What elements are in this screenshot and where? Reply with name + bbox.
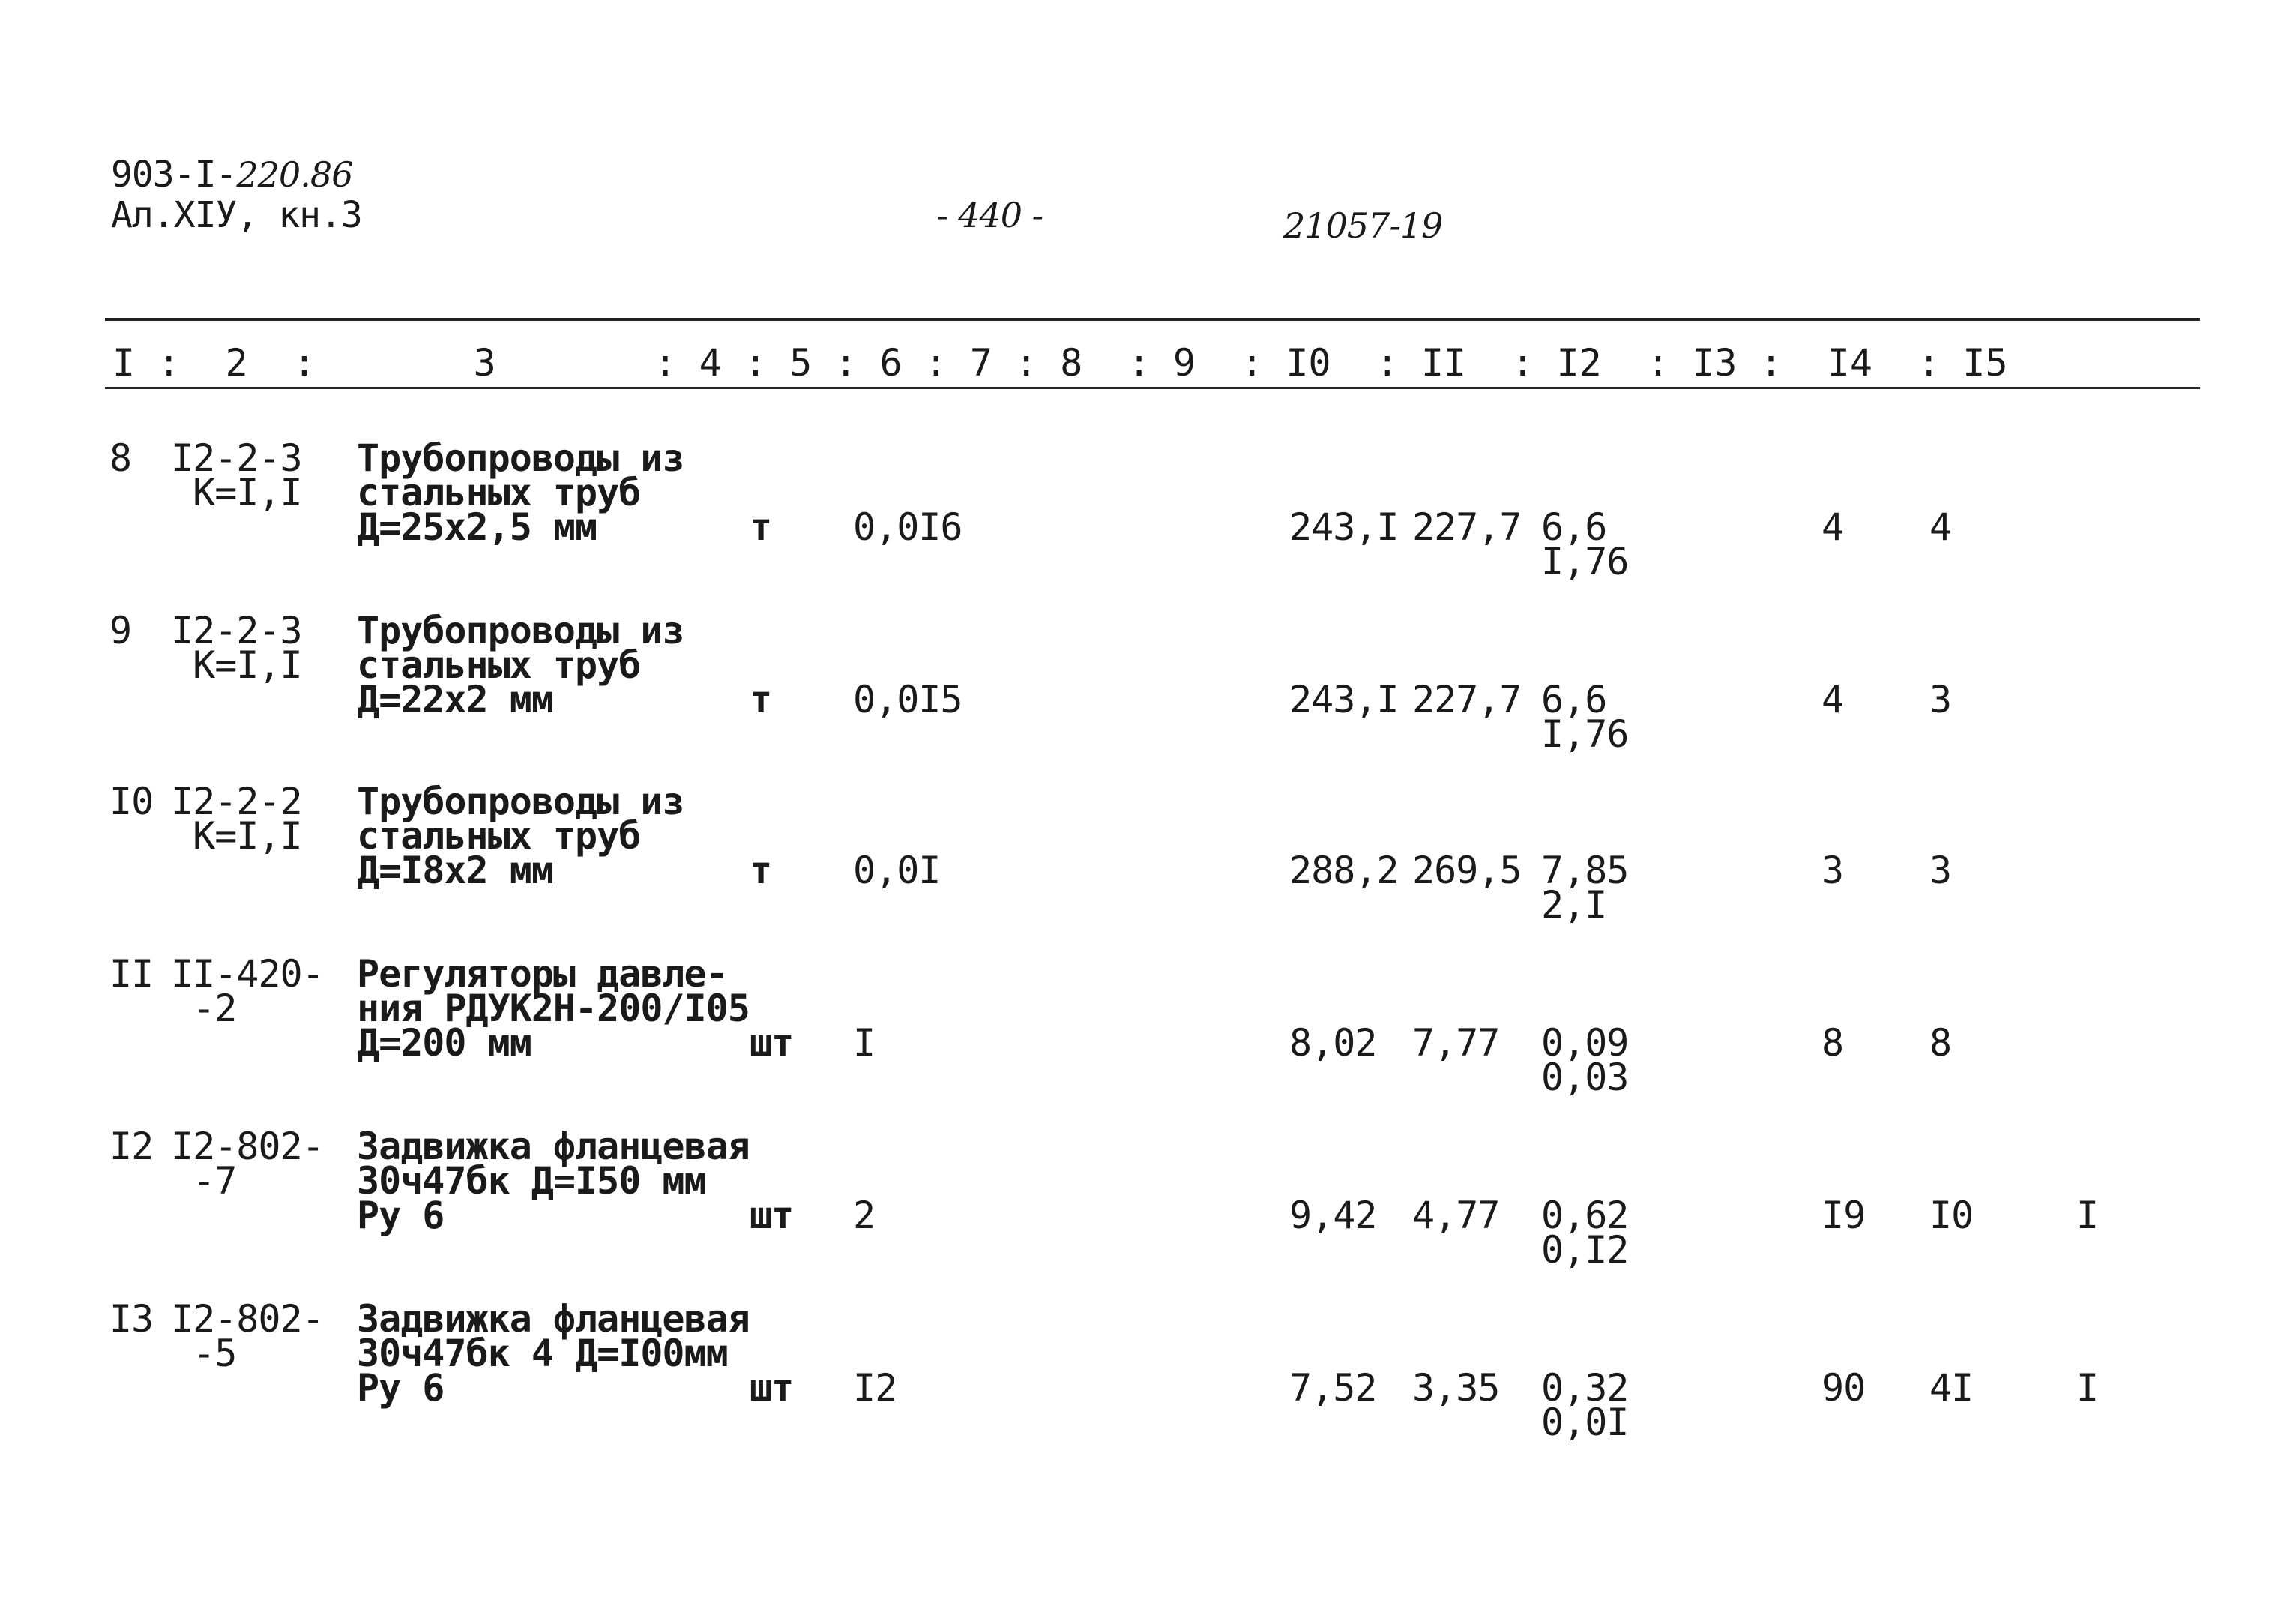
col-11-value: 0,62 0,I2 [1541, 1194, 1629, 1272]
col-10-value: 7,77 [1412, 1021, 1500, 1065]
col-9-value: 243,I [1289, 505, 1399, 549]
norm-code: I2-2-3 K=I,I [171, 609, 302, 687]
quantity: 0,0I6 [853, 505, 962, 549]
page-number: - 440 - [937, 195, 1043, 235]
col-9-value: 288,2 [1289, 849, 1399, 892]
unit: т [750, 678, 772, 721]
col-10-value: 4,77 [1412, 1194, 1500, 1237]
inventory-number: 21057-19 [1283, 205, 1443, 246]
item-name: Задвижка фланцевая 30ч47бк Д=I50 мм Ру 6 [357, 1125, 750, 1237]
row-number: 8 [109, 436, 132, 480]
unit: шт [750, 1366, 794, 1410]
unit: шт [750, 1021, 794, 1065]
quantity: 2 [853, 1194, 876, 1237]
col-11-value: 0,32 0,0I [1541, 1366, 1629, 1444]
unit: шт [750, 1194, 794, 1237]
col-9-value: 9,42 [1289, 1194, 1377, 1237]
volume-label: Ал.XIУ, кн.3 [111, 194, 362, 236]
col-13-value: I9 [1822, 1194, 1866, 1237]
col-11-value: 6,6 I,76 [1541, 678, 1629, 756]
item-name: Трубопроводы из стальных труб Д=25х2,5 мм [357, 436, 684, 549]
col-13-value: 90 [1822, 1366, 1866, 1410]
quantity: 0,0I5 [853, 678, 962, 721]
col-10-value: 227,7 [1412, 678, 1522, 721]
col-11-value: 6,6 I,76 [1541, 505, 1629, 583]
row-number: I0 [109, 780, 154, 823]
col-13-value: 8 [1822, 1021, 1844, 1065]
col-13-value: 4 [1822, 505, 1844, 549]
norm-code: I2-802- -7 [171, 1125, 324, 1203]
norm-code: I2-2-3 K=I,I [171, 436, 302, 514]
quantity: 0,0I [853, 849, 941, 892]
col-10-value: 227,7 [1412, 505, 1522, 549]
col-10-value: 269,5 [1412, 849, 1522, 892]
col-14-value: 8 [1929, 1021, 1952, 1065]
item-name: Трубопроводы из стальных труб Д=I8х2 мм [357, 780, 684, 892]
col-9-value: 243,I [1289, 678, 1399, 721]
item-name: Задвижка фланцевая 30ч47бк 4 Д=I00мм Ру 6 [357, 1297, 750, 1410]
col-15-value: I [2076, 1366, 2099, 1410]
row-number: I3 [109, 1297, 154, 1341]
row-number: I2 [109, 1125, 154, 1168]
table-header-rule [105, 387, 2200, 389]
norm-code: I2-2-2 K=I,I [171, 780, 302, 858]
doc-code [111, 154, 353, 196]
col-13-value: 4 [1822, 678, 1844, 721]
col-14-value: 3 [1929, 678, 1952, 721]
doc-code-handwritten: 220.86 [236, 154, 353, 195]
item-name: Регуляторы давле- ния РДУК2Н-200/I05 Д=200 мм [357, 952, 750, 1065]
col-11-value: 7,85 2,I [1541, 849, 1629, 927]
col-14-value: 4 [1929, 505, 1952, 549]
column-header-row: I : 2 : 3 : 4 : 5 : 6 : 7 : 8 : 9 : I0 : II : I2 : I3 : I4 : I5 [112, 341, 2008, 385]
col-11-value: 0,09 0,03 [1541, 1021, 1629, 1099]
table-top-rule [105, 318, 2200, 321]
doc-code-printed: 903-I- [111, 154, 237, 196]
unit: т [750, 849, 772, 892]
quantity: I [853, 1021, 876, 1065]
unit: т [750, 505, 772, 549]
row-number: II [109, 952, 154, 996]
quantity: I2 [853, 1366, 897, 1410]
col-9-value: 8,02 [1289, 1021, 1377, 1065]
col-14-value: 3 [1929, 849, 1952, 892]
col-14-value: I0 [1929, 1194, 1974, 1237]
col-13-value: 3 [1822, 849, 1844, 892]
col-15-value: I [2076, 1194, 2099, 1237]
col-14-value: 4I [1929, 1366, 1974, 1410]
row-number: 9 [109, 609, 132, 652]
col-9-value: 7,52 [1289, 1366, 1377, 1410]
col-10-value: 3,35 [1412, 1366, 1500, 1410]
item-name: Трубопроводы из стальных труб Д=22х2 мм [357, 609, 684, 721]
norm-code: II-420- -2 [171, 952, 324, 1030]
norm-code: I2-802- -5 [171, 1297, 324, 1375]
